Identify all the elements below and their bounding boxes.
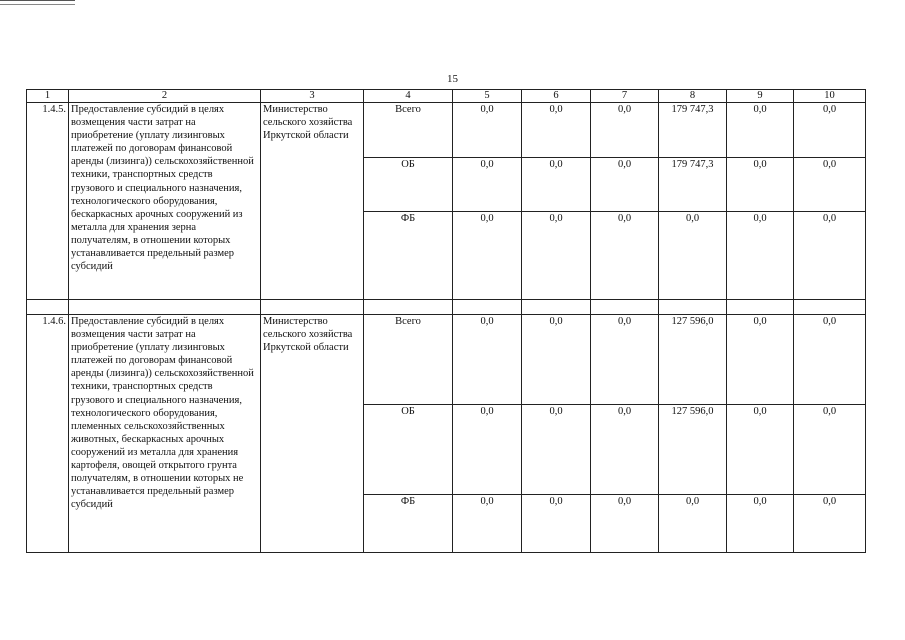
table-row	[27, 103, 866, 158]
funding-source: ФБ	[364, 212, 453, 300]
value-cell: 0,0	[453, 405, 522, 495]
value-cell: 179 747,3	[659, 158, 727, 212]
value-cell: 0,0	[727, 158, 794, 212]
value-cell: 0,0	[453, 315, 522, 405]
value-cell: 0,0	[591, 212, 659, 300]
header-cell: 6	[522, 90, 591, 103]
row-executor: Министерство сельского хозяйства Иркутской области	[261, 315, 364, 553]
value-cell: 0,0	[591, 405, 659, 495]
value-cell: 0,0	[453, 103, 522, 158]
header-cell: 2	[69, 90, 261, 103]
value-cell: 0,0	[522, 315, 591, 405]
value-cell: 0,0	[522, 495, 591, 553]
row-executor: Министерство сельского хозяйства Иркутской области	[261, 103, 364, 300]
value-cell: 179 747,3	[659, 103, 727, 158]
value-cell: 0,0	[794, 212, 866, 300]
value-cell: 0,0	[727, 495, 794, 553]
value-cell: 0,0	[794, 103, 866, 158]
row-description: Предоставление субсидий в целях возмещения части затрат на приобретение (уплату лизинговых платежей по договорам финансовой аренды (лизинга)) сельскохозяйственной техники, транспортных средств грузового и специального назначения, технологического оборудования, бескаркасных арочных сооружений из металла для хранения зерна получателям, в отношении которых устанавливается предельный размер субсидий	[69, 103, 261, 300]
value-cell: 0,0	[591, 103, 659, 158]
value-cell: 0,0	[591, 158, 659, 212]
row-number: 1.4.5.	[27, 103, 69, 300]
table-row	[27, 315, 866, 405]
header-cell: 1	[27, 90, 69, 103]
value-cell: 0,0	[522, 212, 591, 300]
value-cell: 0,0	[522, 405, 591, 495]
funding-source: Всего	[364, 103, 453, 158]
funding-source: ФБ	[364, 495, 453, 553]
row-description: Предоставление субсидий в целях возмещения части затрат на приобретение (уплату лизинговых платежей по договорам финансовой аренды (лизинга)) сельскохозяйственной техники, транспортных средств грузового и специального назначения, технологического оборудования, племенных сельскохозяйственных животных, бескаркасных арочных сооружений из металла для хранения картофеля, овощей открытого грунта получателям, в отношении которых не устанавливается предельный размер субсидий	[69, 315, 261, 553]
value-cell: 0,0	[727, 103, 794, 158]
value-cell: 0,0	[453, 495, 522, 553]
value-cell: 0,0	[794, 315, 866, 405]
value-cell: 0,0	[659, 495, 727, 553]
row-number: 1.4.6.	[27, 315, 69, 553]
header-cell: 3	[261, 90, 364, 103]
scan-corner-mark	[0, 0, 75, 5]
value-cell: 0,0	[727, 212, 794, 300]
header-cell: 8	[659, 90, 727, 103]
header-cell: 5	[453, 90, 522, 103]
funding-source: Всего	[364, 315, 453, 405]
value-cell: 0,0	[453, 212, 522, 300]
value-cell: 127 596,0	[659, 315, 727, 405]
page-number: 15	[447, 73, 458, 85]
header-row	[27, 90, 866, 103]
value-cell: 0,0	[522, 103, 591, 158]
program-table	[26, 89, 866, 553]
value-cell: 0,0	[794, 405, 866, 495]
header-cell: 10	[794, 90, 866, 103]
value-cell: 0,0	[591, 315, 659, 405]
value-cell: 0,0	[727, 405, 794, 495]
table-row-spacer	[27, 300, 866, 315]
value-cell: 0,0	[522, 158, 591, 212]
value-cell: 0,0	[591, 495, 659, 553]
value-cell: 0,0	[453, 158, 522, 212]
funding-source: ОБ	[364, 405, 453, 495]
header-cell: 7	[591, 90, 659, 103]
value-cell: 127 596,0	[659, 405, 727, 495]
value-cell: 0,0	[794, 495, 866, 553]
header-cell: 4	[364, 90, 453, 103]
header-cell: 9	[727, 90, 794, 103]
value-cell: 0,0	[794, 158, 866, 212]
value-cell: 0,0	[659, 212, 727, 300]
funding-source: ОБ	[364, 158, 453, 212]
value-cell: 0,0	[727, 315, 794, 405]
